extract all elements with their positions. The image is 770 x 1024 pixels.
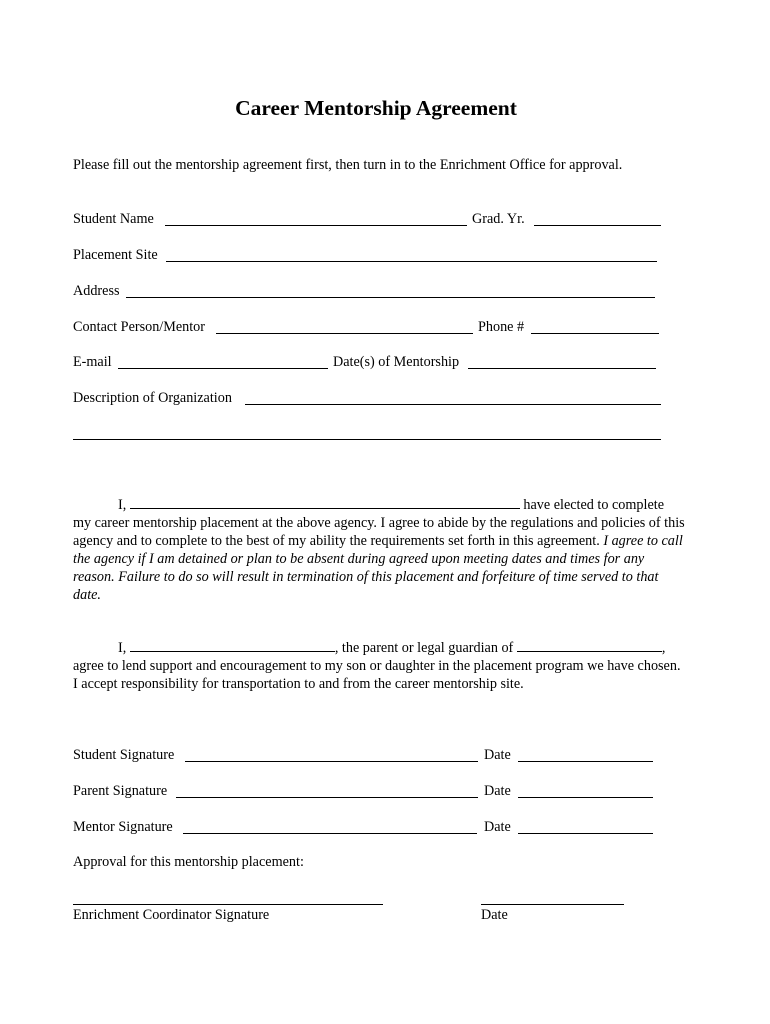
mentor-date-field[interactable] xyxy=(518,833,653,834)
student-statement-intro: I, xyxy=(118,497,127,513)
placement-site-label: Placement Site xyxy=(73,247,158,263)
mentor-signature-label: Mentor Signature xyxy=(73,819,173,835)
parent-statement-text: agree to lend support and encouragement to my son or daughter in the placement program we have chosen. I accept responsibility for transportation to and from the career mentorship site. xyxy=(73,658,681,692)
page-title: Career Mentorship Agreement xyxy=(235,96,517,120)
coordinator-signature-field[interactable] xyxy=(73,904,383,905)
parent-signature-field[interactable] xyxy=(176,797,478,798)
dates-field[interactable] xyxy=(468,368,656,369)
mentor-date-label: Date xyxy=(484,819,511,835)
dates-label: Date(s) of Mentorship xyxy=(333,354,460,370)
placement-site-field[interactable] xyxy=(166,261,657,262)
phone-label: Phone # xyxy=(478,319,525,335)
instructions: Please fill out the mentorship agreement first, then turn in to the Enrichment Office for approval. xyxy=(73,157,623,173)
student-statement-italic: I agree to call the agency if I am detained or plan to be absent during agreed upon meeting dates and times for any reason. Failure to do so will result in termination of this placement and forfeiture of time served to that date. xyxy=(73,533,683,603)
email-field[interactable] xyxy=(118,368,328,369)
parent-statement xyxy=(73,639,685,693)
parent-statement-mid: , the parent or legal guardian of xyxy=(334,640,514,656)
grad-yr-field[interactable] xyxy=(534,225,661,226)
contact-person-label: Contact Person/Mentor xyxy=(73,319,206,335)
student-date-field[interactable] xyxy=(518,761,653,762)
email-label: E-mail xyxy=(73,354,112,370)
student-statement-text: have elected to complete my career mentorship placement at the above agency. I agree to abide by the regulations and policies of this agency and to complete to the best of my ability the requirements set forth in this agreement. xyxy=(73,497,685,549)
mentor-signature-field[interactable] xyxy=(183,833,477,834)
student-name-label: Student Name xyxy=(73,211,154,227)
description-field-line-2[interactable] xyxy=(73,439,661,440)
coordinator-date-field[interactable] xyxy=(481,904,624,905)
description-label: Description of Organization xyxy=(73,390,232,406)
parent-statement-comma: , xyxy=(661,640,666,656)
grad-yr-label: Grad. Yr. xyxy=(472,211,525,227)
description-field[interactable] xyxy=(245,404,661,405)
student-signature-label: Student Signature xyxy=(73,747,175,763)
student-date-label: Date xyxy=(484,747,511,763)
child-name-blank[interactable] xyxy=(517,640,662,652)
approval-label: Approval for this mentorship placement: xyxy=(73,854,304,870)
parent-statement-intro: I, xyxy=(118,640,127,656)
phone-field[interactable] xyxy=(531,333,659,334)
student-name-blank[interactable] xyxy=(130,497,520,509)
address-field[interactable] xyxy=(126,297,655,298)
parent-signature-label: Parent Signature xyxy=(73,783,168,799)
parent-date-label: Date xyxy=(484,783,511,799)
student-signature-field[interactable] xyxy=(185,761,478,762)
student-name-field[interactable] xyxy=(165,225,467,226)
contact-person-field[interactable] xyxy=(216,333,473,334)
parent-date-field[interactable] xyxy=(518,797,653,798)
parent-name-blank[interactable] xyxy=(130,640,335,652)
coordinator-date-label: Date xyxy=(481,907,508,923)
address-label: Address xyxy=(73,283,120,299)
coordinator-signature-label: Enrichment Coordinator Signature xyxy=(73,907,270,923)
student-statement xyxy=(73,496,685,604)
